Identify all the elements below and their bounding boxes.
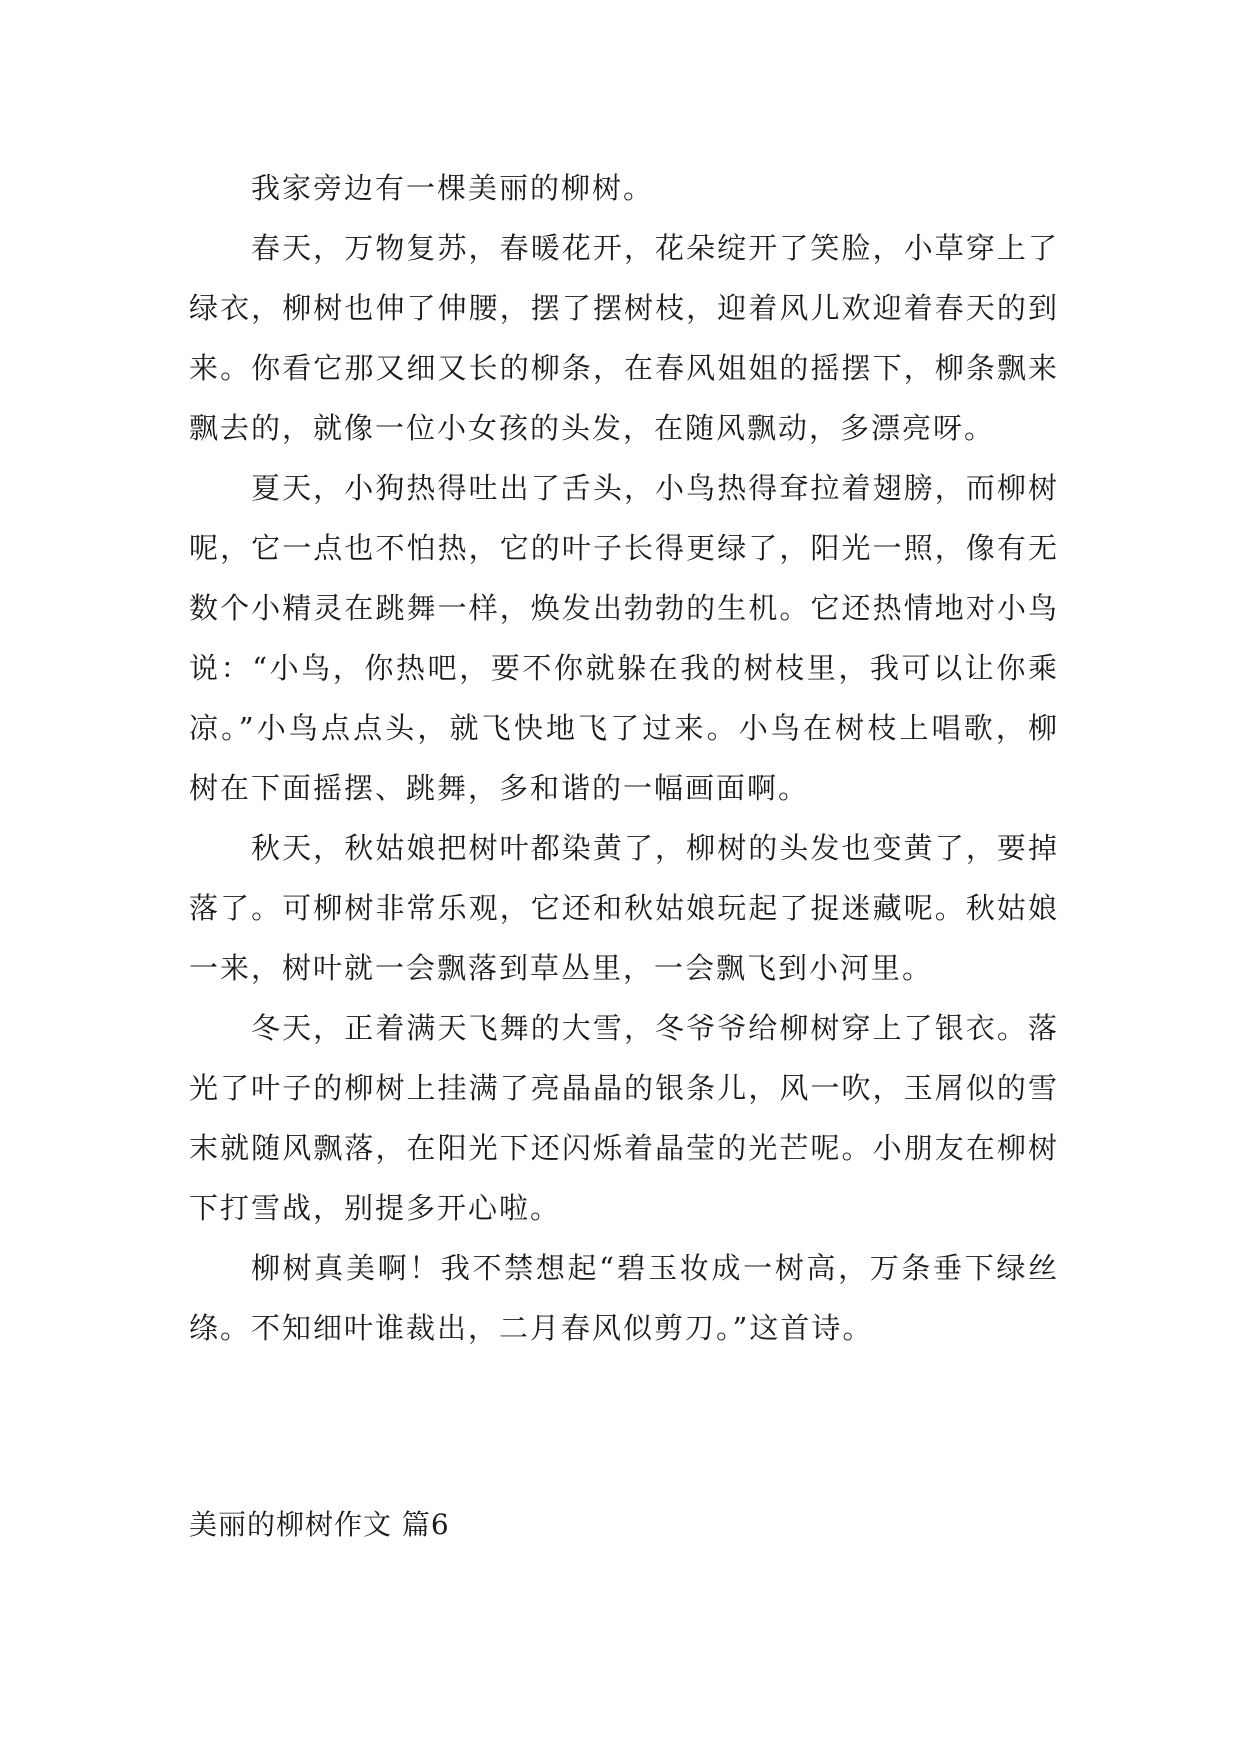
paragraph-spring: 春天，万物复苏，春暖花开，花朵绽开了笑脸，小草穿上了绿衣，柳树也伸了伸腰，摆了摆树枝，迎着风儿欢迎着春天的到来。你看它那又细又长的柳条，在春风姐姐的摇摆下，柳条飘来飘去的，就像一位小女孩的头发，在随风飘动，多漂亮呀。	[189, 231, 1059, 445]
paragraph-autumn: 秋天，秋姑娘把树叶都染黄了，柳树的头发也变黄了，要掉落了。可柳树非常乐观，它还和秋姑娘玩起了捉迷藏呢。秋姑娘一来，树叶就一会飘落到草丛里，一会飘飞到小河里。	[189, 831, 1059, 985]
document-body	[189, 158, 1059, 1358]
paragraph-intro: 我家旁边有一棵美丽的柳树。	[251, 171, 655, 205]
paragraph-conclusion: 柳树真美啊！我不禁想起“碧玉妆成一树高，万条垂下绿丝绦。不知细叶谁裁出，二月春风似剪刀。”这首诗。	[189, 1251, 1059, 1345]
section-title: 美丽的柳树作文 篇6	[189, 1508, 450, 1541]
paragraph-winter: 冬天，正着满天飞舞的大雪，冬爷爷给柳树穿上了银衣。落光了叶子的柳树上挂满了亮晶晶的银条儿，风一吹，玉屑似的雪末就随风飘落，在阳光下还闪烁着晶莹的光芒呢。小朋友在柳树下打雪战，别提多开心啦。	[189, 1011, 1059, 1225]
paragraph-summer: 夏天，小狗热得吐出了舌头，小鸟热得耷拉着翅膀，而柳树呢，它一点也不怕热，它的叶子长得更绿了，阳光一照，像有无数个小精灵在跳舞一样，焕发出勃勃的生机。它还热情地对小鸟说：“小鸟，你热吧，要不你就躲在我的树枝里，我可以让你乘凉。”小鸟点点头，就飞快地飞了过来。小鸟在树枝上唱歌，柳树在下面摇摆、跳舞，多和谐的一幅画面啊。	[189, 471, 1059, 805]
